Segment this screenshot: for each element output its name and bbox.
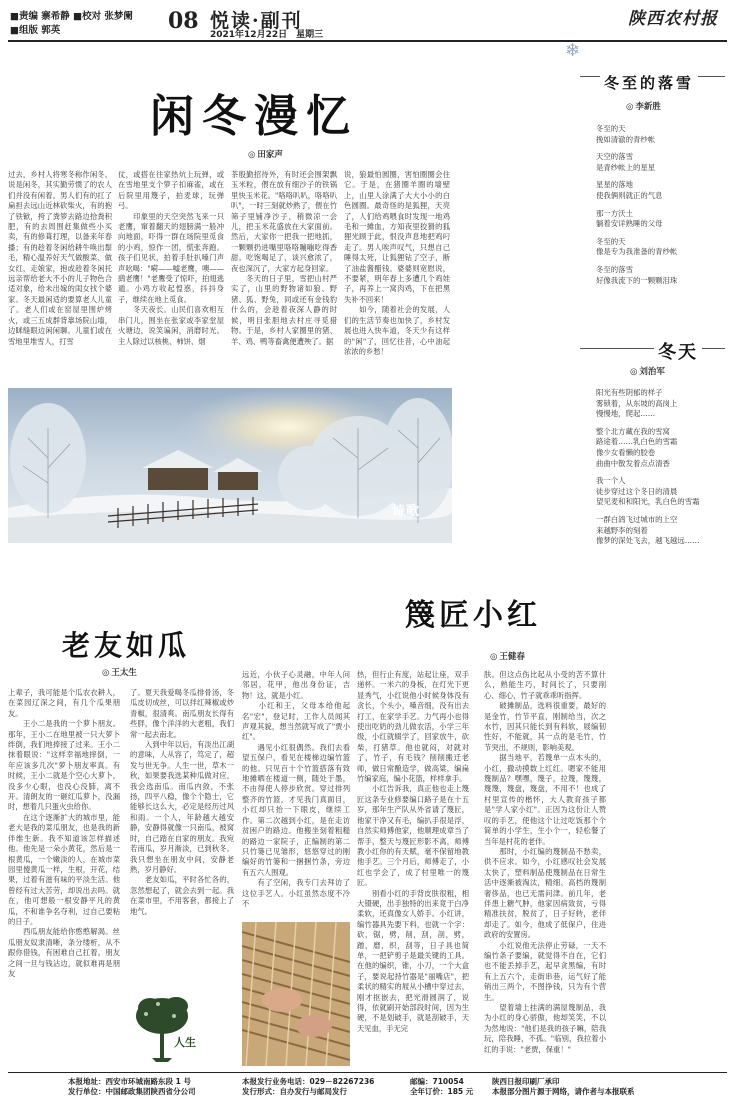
- article1-column-3: 茶殷勤招待外，有时还会围架飘玉米粒，偎在放有细沙子的铁锅里快玉米花。"咯咯叭叭，咯咯叭叭"，一时三刻就炒熟了，偎在竹筛子里铺净沙子，稍微凉一会儿，把玉米花盛放在大家面前。然后，大家你一把我一把地抓，一颗颗扔进嘴里咯咯嘣嘣吃得香甜。吃饱喝足了，谈兴愈浓了，夜也深沉了，大家方起身回家。 冬天的日子里，雪把山村严实了，山里的野物诸如狼、野猪、狐、野兔，同或还有金钱豹什么的，会趁着夜深人静的时候，明目张胆地去村庄寻觅猎物。于是，乡村人家圈里的猪、羊、鸡、鸭等畜禽便遭殃了。据: [231, 170, 337, 346]
- poem2-line: 雾锁着，从东坡的高岗上: [596, 398, 678, 408]
- poem1-line: 使我俩则就正的气息: [596, 190, 663, 200]
- poem2-stanza-3: [596, 476, 730, 508]
- footer-printer: 陕西日报印刷厂承印: [492, 1077, 560, 1086]
- poem1-line: 天空的落雪: [596, 152, 633, 162]
- article3-column-2: 热，但行止有度，站起让座，双手递杯。一米六的身板，在灯光下更显秀气，小红说他小时候身体没有贪长，个头小，嗓音细，没有出去打工，在家学手艺。力气再小也得使出吃奶的劲儿做农活，小学三年级，小红就辍学了，回家放牛，砍柴，打猪草。他也就闷，对就对了，竹子，有毛钱？削削搬迁老师，做日常酿造学，做高粱，编扁竹编家庭，编小花篮，样样拿手。 小红告诉我，真正他也走上篾匠这条专业修要编口路子是在十五岁，那年生产队从外省请了篾匠，他家干净又有毛，编扒手很是浮，自然实师傅他家，他顺理成章当了帮手，整天与篾匠形影不离，师傅教小红你的有天赋，毫不保留地教他手艺。三个月后，师傅走了，小红也学会了，成了村里唯一的篾匠。 别看小红的手背皮肤很粗，相大镊硬，出手独特的出来竟于白净柔软，还真像女人娇手。小红讲，编竹器具先要下料，也就一个字：砍，锯，劈，削，刮，剖，劈，蹭，磨，织，刮等，日子具也简单，一把铲剪子是最关键的工具。在他的编织，锥，小刀，一个大盒子，要说起持竹器是"丽嘴店"，把柔状的精实的屐从小槽中穿过去，刚才抠嵌去，把光滑圆润了，说得，依就刷开始部段时间，因为生硬，不是划破手，就是刮破手，天天见血，手无完: [357, 670, 469, 1033]
- poem1-title: 冬至的落雪: [600, 72, 698, 93]
- poem1-line: 冬至的天: [596, 124, 626, 133]
- tree-silhouette-illustration: [130, 990, 234, 1066]
- bamboo-weaving-illustration: [242, 922, 350, 1066]
- article3-author: ◎ 王健春: [490, 650, 525, 662]
- poem2-title: 冬天: [654, 338, 702, 364]
- winter-village-photo: [8, 388, 452, 543]
- poem2-line: 来越野李的刻着: [596, 525, 648, 535]
- poem2-line: 像梦的深处飞去，越飞越远……: [596, 536, 700, 546]
- poem1-line: 好像我流下的一颗颗泪珠: [596, 275, 678, 285]
- article1-column-2: 仗，或搭在往家热炕上玩弹，或在雪地里支个箩子扣麻雀，或在后院里用篾子，拍麦球，玩弹弓。 印象里的天空突然飞来一只老鹰，窜着翻天的翅膀满一般冲向地面，吓得一群在场院里觅食的小鸡，惊作一团，慌张奔跑。孩子们见状，拍着手肚扒嗓门声声吆喝："嗬——嘘老鹰，噢——鹞老鹰！"老鹰受了惊吓，拍翅逃遁。小鸡方收起惶惑，抖抖身子，继续在地上觅食。 冬天夜长。山民们喜欢相互串门儿，围坐在张家或李家堂屋火塘边，说笑谝闲，消磨时光。主人除过以核桃、柿饼、烟: [118, 170, 224, 346]
- footer-rule: [8, 1072, 727, 1073]
- poem2-line: 阳光有些阴郁的样子: [596, 388, 663, 397]
- poem2-line: 徒步穿过这个冬日的清晨: [596, 486, 678, 496]
- winter-scene-illustration: [8, 388, 452, 543]
- editor-credits-line2: ■组版 郭英: [10, 25, 61, 36]
- poem2-line: 整个北方藏在我的雪窝: [596, 426, 670, 436]
- article2-column-2: 了。夏天我爱喝冬瓜排骨汤，冬瓜皮切成丝，可以拌红辣椒或炒青椒，很清爽。南瓜朋友长得有些胖，像个洋洋的大老粗，我们常一起去南北。 入到中年以后，有淡出江湖的意味，人从容了，笃定了，超发与世无争。人生一世，草木一秋，如果要我选某种瓜做对应，我会选南瓜。南瓜内敛，不张扬，四平八稳，像个个隐士，它能够长这么大，必定是经历过风和雨。一个人，年龄越大越安静，安静得就像一只南瓜，被窝时，自己踏在自家的朋友。我宛若南瓜，岁月渐淡，已到秋冬。我只想坐在朋友中间，安静老熟，岁月静好。 老友如瓜，平时各忙各的，忽然想起了，就会去到一起。我在菜市里，不用客套，都接上了地气。: [130, 688, 234, 916]
- article1-column-1: 过去，乡村人将寒冬称作闲冬。说是闲冬，其实勤劳惯了的农人们并没有闲着。男人们有的扛了扁担去远山近林砍柴火，有的抱了铁锨，挎了粪箩去路边拾粪积肥，有的去周围赶集做些小买卖，有的修葺打理，以备来年春播；有的趁着冬闲给耕牛唤出鬃毛，精心温养好天气做酸菜、做女红，走娘家，抱或趁着冬闲托远亲帮给老大不小的儿子物色合适对象，给未出嫁的闺女找个婆家。冬天最闲适的要算老人儿童了。老人们或在窑屋里围炉烤火，或三五成群背靠场院山墙，边眯缝眼边闲闲聊。儿童们或在雪地里堆雪人，打雪: [8, 170, 112, 346]
- poem2-line: 路途着……乳白色的雪霜: [596, 437, 678, 447]
- tree-silhouette-photo: [130, 990, 234, 1066]
- poem2-body: [596, 388, 730, 547]
- poem1-line: 是青纱帐上的星星: [596, 162, 656, 172]
- poem1-line: 躺着安详熟睡的父母: [596, 219, 663, 229]
- poem1-stanza-1: [596, 124, 726, 145]
- poem2-line: 慢慢地，爬起……: [596, 409, 656, 419]
- footer-phone: 本报发行业务电话：029－82267236: [242, 1077, 375, 1086]
- poem2-line: 像少女看懒的胶卷: [596, 447, 656, 457]
- photo1-caption: 诗歌: [392, 504, 421, 519]
- footer-distributor: 发行单位：中国邮政集团陕西省分公司: [68, 1087, 196, 1096]
- poem1-stanza-3: [596, 180, 726, 201]
- poem1-line: 像是专为我准备的青纱帐: [596, 247, 678, 257]
- poem2-line: 一群白鸽飞过城市的上空: [596, 514, 678, 524]
- poem2-line: 我一个人: [596, 476, 626, 486]
- poem1-stanza-5: [596, 237, 726, 258]
- photo2-caption: 人生: [174, 1036, 196, 1049]
- article1-author: ◎ 田家声: [248, 148, 283, 160]
- article3-column-1: 远近，小伙子心灵融，中年人问邻居，花甲，他出身份证，吉物！这，就是小红。 小红和王，父母本给他起名"宏"，登记时，工作人员闻其声观其貌，想当然就写成了"贾小红"。 遇见小红很偶然。我们去看望五保户，看见在楼梯边编竹篮的他。只见百十个竹篮搭落有致地摊晒在楼道一侧，随处于墨，不由得使人停步欣赏。穿过排列整齐的竹篮，才见我门真面目，小红却只抬一下眼皮，继续工作。第二次越到小红，是在走访贫困户的路边。他搬坐刻着粗糙的路边一家院子，正编制的第二只竹篓已见雏形，悠悠穿过的刚编好的竹篓和一捆捆竹条，旁边有五六人围观。 有了空闲，我专门去拜访了这位手艺人。小红虽然态度不冷不: [242, 670, 350, 908]
- poem1-line: 那一方沃土: [596, 208, 633, 218]
- footer-postcode: 邮编：710054: [410, 1077, 464, 1086]
- poem1-stanza-2: [596, 152, 726, 173]
- bamboo-weaving-photo: [242, 922, 350, 1066]
- article1-title: 闲冬漫忆: [150, 91, 358, 142]
- poem2-author: ◎ 刘治军: [630, 365, 665, 377]
- article1-column-4: 说，狼最怕圆圈，害怕圈圈会住它。于是，在猪圈羊圈的墙壁上，山里人涂满了大大小小的白色圆圈。最奇怪的是狐狸，天亮了，人们给鸡喂食时发现一地鸡毛和一摊血，方知夜里狡猾的狐狸光顾于此，恨没声息地把鸡叼走了。男人唉声叹气，只想自己睡得太死，让狐狸钻了空子，断了油盐酱醋钱。婆婆则宽慰说，不要紧，明年春上多遭几个鸡娃子，再养上一窝肉鸡，下在把黑失补不回来！ 如今，随着社会的发展，人们的生活节奏也加快了，乡村发展也进入快车道，冬天少有这样的"闲"了，回忆往昔，心中油起浓浓的乡愁！: [344, 170, 450, 356]
- poem2-stanza-4: [596, 515, 730, 547]
- poem1-stanza-6: [596, 265, 726, 286]
- poem2-stanza-1: [596, 388, 730, 420]
- poem1-body: [596, 124, 726, 286]
- footer-image-notice: 本报部分图片源于网络，请作者与本报联系: [492, 1087, 635, 1096]
- poem2-line: 望见麦和和阳光，乳白色的雪霜: [596, 497, 700, 507]
- paper-logo: [628, 4, 726, 34]
- footer-annual-price: 全年订价：185 元: [410, 1087, 474, 1096]
- poem1-line: 冬至的天: [596, 236, 626, 246]
- snowflake-icon: ❄: [565, 40, 581, 61]
- poem1-line: 星星的落地: [596, 180, 633, 190]
- poem2-title-rule: [580, 348, 725, 349]
- page-number: 08: [168, 8, 199, 34]
- poem1-line: 冬至的落雪: [596, 264, 633, 274]
- article2-title: 老友如瓜: [62, 629, 191, 662]
- poem1-stanza-4: [596, 209, 726, 230]
- editor-credits-line1: ■责编 寨希静 ■校对 张梦阑: [10, 11, 133, 22]
- poem1-line: 挽如清澈的青纱帐: [596, 134, 656, 144]
- paper-name: 陕西农村报: [628, 9, 718, 29]
- article3-column-3: 肤。但这点伤比起从小受的苦不算什么，熟能生巧，时间长了，只要削心、细心，竹子就乖乖听指挥。 破摊制品，选料很重要，最好的是金竹，竹节平直，刚制给当，次之水竹，因其只能长到有料软，屐编韧性好，不能就，其一点的是毛竹，竹节突出，不规则，影响美观。 据当地平，若篾单一点木头的，小红，撒动摸数上红红。嗯家不能用篾制品？嘿嘿，篾子，拉篾，篾篾，篾篾，篾盘，篾盘，不用不！也成了村里宣传的楷怀，大人教育孩子都是"学人家小红"。正因为这份让人赞叹的手艺，使他这个让过吃饭那个个简单的小学生，生小个一，轻松餐了当年是村花的老伴。 那时，小红编的篾制品不愁卖，供不应求。如今，小红感叹社会发展太快了，塑料制品使篾制品在日常生活中逐渐被淘汰，精细、高档的篾制奢侈品，也已无需问津。前几年，老伴患上糖气肿，他家因病致贫，亏得精准扶贫，脱贫了，日子好转，老伴却走了。如今，他成了低保户，住进政府的安置房。 小红说他无法停止劳碌，一天不编竹条子要编，就觉得不自在，它们也不能丢掉手艺，起早贪黑编，有时有上五六个，走街串巷，运气好了能销出三两个，不图挣钱，只为有个营生。 望着墙上挂满的满屋篾制品，我为小红的身心骄傲，他却笑笑，不以为然地说："他们是我的孩子嘛，陪我玩，陪我睡，不孤。"临别，我拉着小红的手说："老贾，保重！": [484, 670, 606, 1054]
- poem2-line: 曲曲中散发着点点清香: [596, 458, 670, 468]
- article2-author: ◎ 王太生: [102, 666, 137, 678]
- article3-title: 篾匠小红: [405, 598, 541, 633]
- issue-date: 2021年12月22日 星期三: [210, 30, 324, 40]
- section-title: 悦读·副刊: [210, 10, 303, 32]
- footer-address: 本报地址：西安市环城南路东段 1 号: [68, 1077, 191, 1086]
- poem1-author: ◎ 李新胜: [626, 100, 661, 112]
- article2-column-1: 上辈子，我可能是个瓜农衣耕人，在菜园辽深之间，有几个瓜果朋友。 王小二是我的一个萝卜朋友。那年，王小二在地里被一只大萝卜绊倒，我们地捧接了过来。王小二抹着眼说："这样幸福地摔倒，一年应该多几次"萝卜朋友率真。有时候，王小二就是个空心大萝卜，没多少心眼，也没心没肺，离不开。清朗友的一砸红瓜萝卜，没漏时，想着几只蛋火虫给你。 在这个逐渐扩大的城市里，能老大是我的菜瓜朋友，也是我的新伴维生新。我不知道该怎样描述他。他先是一朵小黄花，然后是一根黄瓜，一个嫩淡的人，在城市菜园里傻黄瓜一样，生根，开花，结果，过着有滋有味的平淡生活。他曾经有过大苦劳，却说出去吗。就在，他可想般一根安静平凡的黄瓜，不和谁争名夺利，过自己要粘的日子。 西瓜朋友能给你憨憨解渴。丝瓜朋友奴隶清晰，条分缕析，从不跟你借钱，有困难自己扛着。朋友之间一旦与钱沾边，就似难再是朋友: [8, 688, 120, 978]
- header-rule: [8, 40, 727, 42]
- poem2-stanza-2: [596, 427, 730, 469]
- footer-distribution-form: 发行形式：自办发行与邮局发行: [242, 1087, 347, 1096]
